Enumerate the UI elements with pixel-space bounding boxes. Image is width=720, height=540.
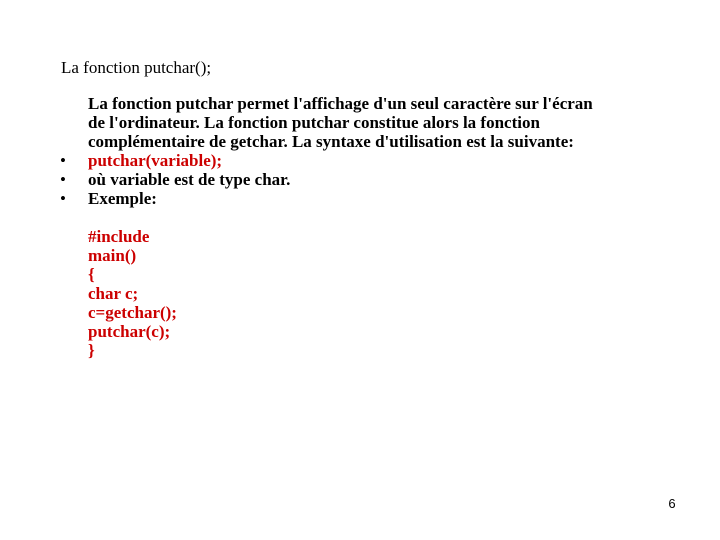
code-line: main() [88,246,137,265]
code-line: { [88,265,95,284]
spacer [58,208,698,227]
intro-paragraph [58,94,698,151]
intro-line: complémentaire de getchar. La syntaxe d'utilisation est la suivante: [88,132,574,151]
bullet-item-type [58,170,698,189]
bullet-text: où variable est de type char. [88,170,291,189]
bullet-text: putchar(variable); [88,151,223,170]
code-block [58,227,698,360]
intro-line: La fonction putchar permet l'affichage d'un seul caractère sur l'écran [88,94,593,113]
bullet-item-syntax [58,151,698,170]
slide-title: La fonction putchar(); [61,58,212,77]
bullet-text: Exemple: [88,189,157,208]
code-line: char c; [88,284,139,303]
code-line: c=getchar(); [88,303,177,322]
bullet-item-example [58,189,698,208]
bullet-icon: • [60,151,66,170]
bullet-icon: • [60,189,66,208]
code-line: } [88,341,95,360]
code-line: #include [88,227,150,246]
code-line: putchar(c); [88,322,171,341]
bullet-icon: • [60,170,66,189]
intro-line: de l'ordinateur. La fonction putchar constitue alors la fonction [88,113,540,132]
slide-body [58,94,698,360]
page-number: 6 [668,496,676,511]
